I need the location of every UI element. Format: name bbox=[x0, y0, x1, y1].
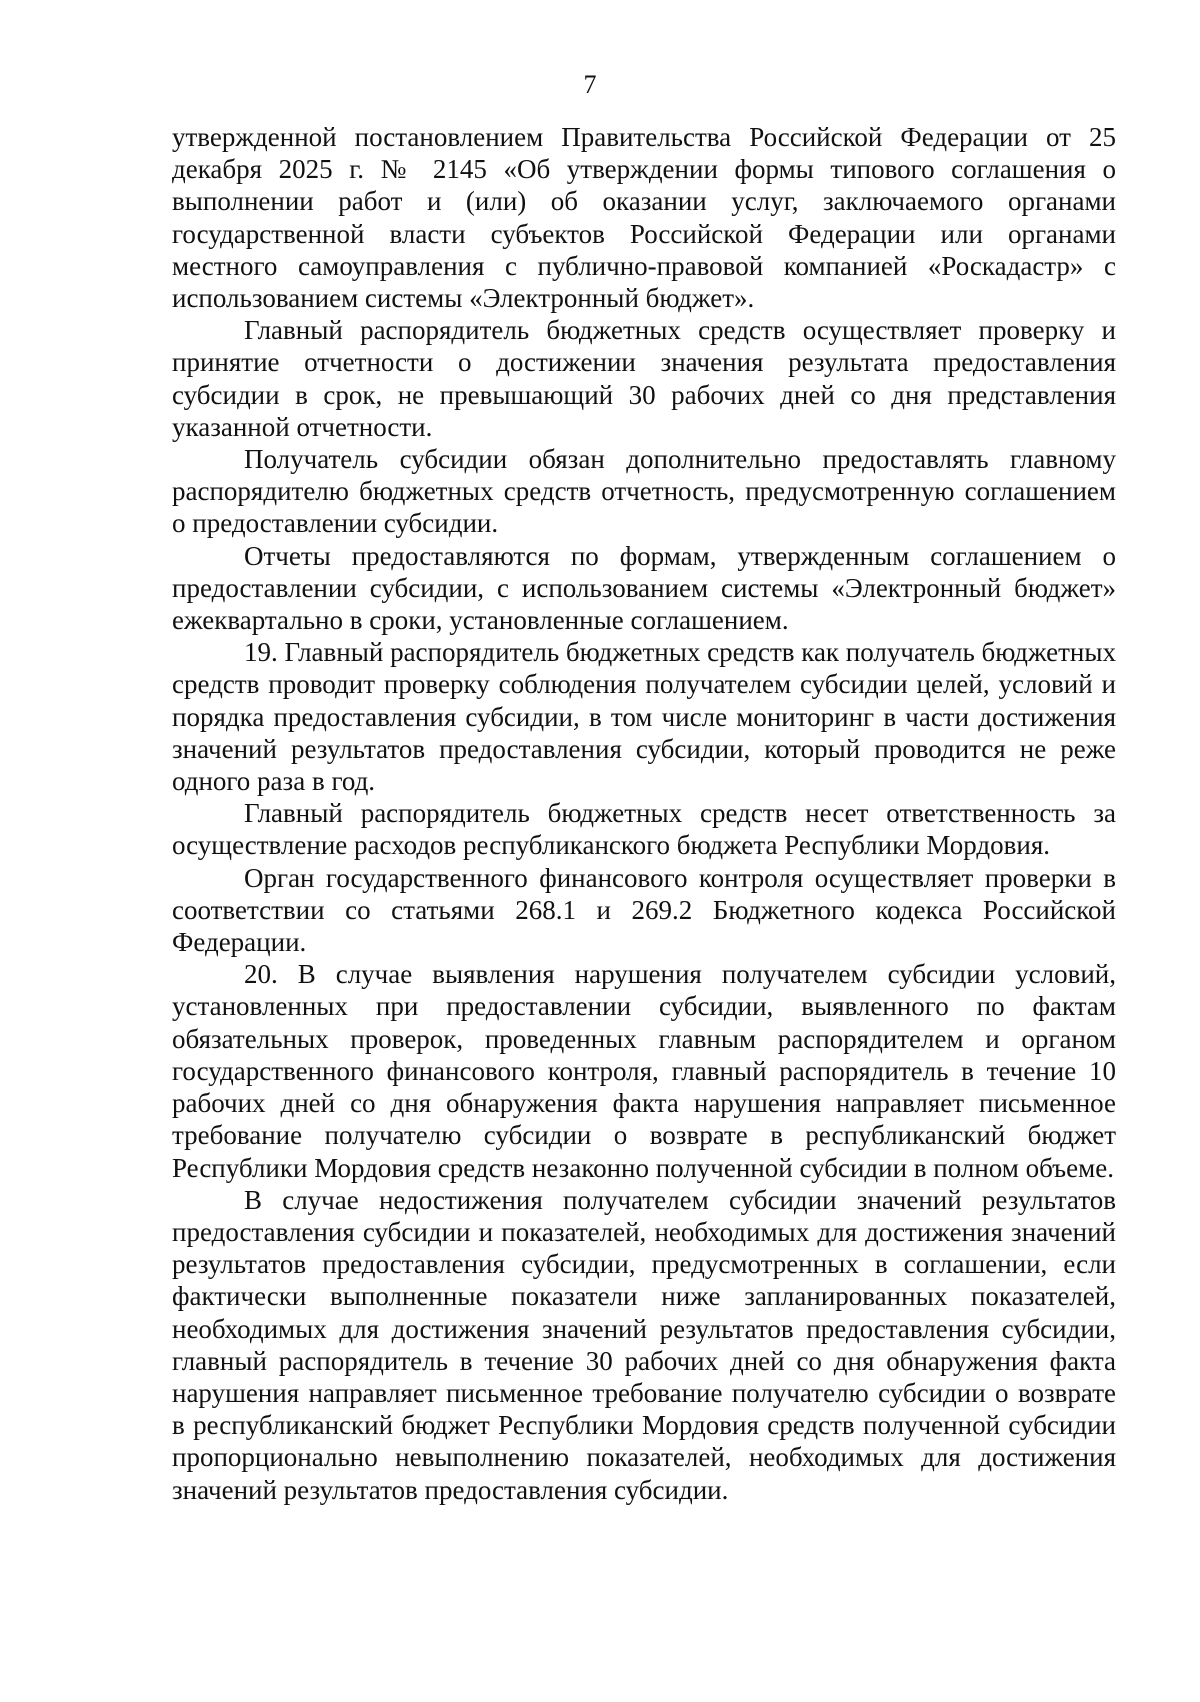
paragraph-item-20: 20. В случае выявления нарушения получателем субсидии условий, установленных при предоставлении субсидии, выявленного по фактам обязательных проверок, проведенных главным распорядителем и органом государственного финансового контроля, главный распорядитель в течение 10 рабочих дней со дня обнаружения факта нарушения направляет письменное требование получателю субсидии о возврате в республиканский бюджет Республики Мордовия средств незаконно полученной субсидии в полном объеме. bbox=[172, 959, 1116, 1183]
paragraph-reporting-review: Главный распорядитель бюджетных средств осуществляет проверку и принятие отчетности о достижении значения результата предоставления субсидии в срок, не превышающий 30 рабочих дней со дня представления указанной отчетности. bbox=[172, 315, 1116, 442]
paragraph-non-achievement: В случае недостижения получателем субсидии значений результатов предоставления субсидии и показателей, необходимых для достижения значений результатов предоставления субсидии, предусмотренных в соглашении, если фактически выполненные показатели ниже запланированных показателей, необходимых для достижения значений результатов предоставления субсидии, главный распорядитель в течение 30 рабочих дней со дня обнаружения факта нарушения направляет письменное требование получателю субсидии о возврате в республиканский бюджет Республики Мордовия средств полученной субсидии пропорционально невыполнению показателей, необходимых для достижения значений результатов предоставления субсидии. bbox=[172, 1184, 1116, 1505]
paragraph-report-forms: Отчеты предоставляются по формам, утвержденным соглашением о предоставлении субсидии, с использованием системы «Электронный бюджет» ежеквартально в сроки, установленные соглашением. bbox=[172, 540, 1116, 636]
paragraph-continuation: утвержденной постановлением Правительства Российской Федерации от 25 декабря 2025 г. № 2145 «Об утверждении формы типового соглашения о выполнении работ и (или) об оказании услуг, заключаемого органами государственной власти субъектов Российской Федерации или органами местного самоуправления с публично-правовой компанией «Роскадастр» с использованием системы «Электронный бюджет». bbox=[172, 122, 1116, 314]
paragraph-item-19: 19. Главный распорядитель бюджетных средств как получатель бюджетных средств проводит проверку соблюдения получателем субсидии целей, условий и порядка предоставления субсидии, в том числе мониторинг в части достижения значений результатов предоставления субсидии, который проводится не реже одного раза в год. bbox=[172, 637, 1117, 797]
page-number: 7 bbox=[583, 70, 597, 99]
paragraph-additional-reporting: Получатель субсидии обязан дополнительно предоставлять главному распорядителю бюджетных средств отчетность, предусмотренную соглашением о предоставлении субсидии. bbox=[172, 444, 1116, 539]
paragraph-financial-control: Орган государственного финансового контроля осуществляет проверки в соответствии со статьями 268.1 и 269.2 Бюджетного кодекса Российской Федерации. bbox=[172, 862, 1116, 958]
paragraph-responsibility: Главный распорядитель бюджетных средств несет ответственность за осуществление расходов республиканского бюджета Республики Мордовия. bbox=[172, 798, 1116, 861]
document-body bbox=[172, 121, 1116, 1506]
